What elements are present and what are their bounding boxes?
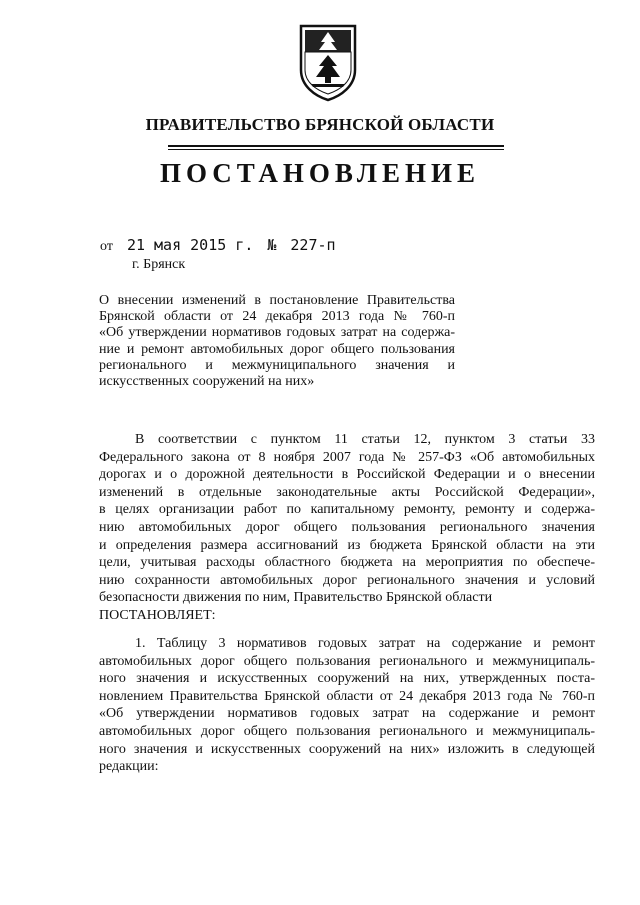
preamble-line: нию автомобильных дорог общего пользования регионального значения (99, 519, 595, 535)
item-line: ного значения и искусственных сооружений на них» изложить в следующей (99, 741, 595, 757)
decree-subject (99, 293, 455, 390)
preamble-line: и определения размера ассигнований из бюджета Брянской области на эти (99, 537, 595, 553)
decree-date: 21 мая 2015 г. (126, 236, 254, 254)
item-line: автомобильных дорог общего пользования регионального и межмуниципаль- (99, 653, 595, 669)
subject-line: Брянской области от 24 декабря 2013 года № 760-п (99, 309, 455, 325)
number-sign: № (267, 236, 277, 254)
preamble-line: изменений в отдельные законодательные акты Российской Федерации», (99, 484, 595, 500)
preamble-paragraph (99, 431, 595, 625)
subject-line: искусственных сооружений на них» (99, 373, 315, 389)
city: г. Брянск (132, 257, 186, 272)
preamble-line: цели, учитывая расходы областного бюджета на мероприятия по обеспече- (99, 555, 595, 571)
item-line: автомобильных дорог общего пользования регионального и межмуниципаль- (99, 723, 595, 739)
preamble-line: Федерального закона от 8 ноября 2007 года № 257-ФЗ «Об автомобильных (99, 449, 595, 465)
document-type-title: ПОСТАНОВЛЕНИЕ (159, 158, 481, 188)
dateline (100, 236, 336, 255)
government-name: ПРАВИТЕЛЬСТВО БРЯНСКОЙ ОБЛАСТИ (145, 115, 495, 134)
resolves-keyword: ПОСТАНОВЛЯЕТ: (99, 607, 216, 623)
from-label: от (100, 239, 113, 254)
item-line: 1. Таблицу 3 нормативов годовых затрат на содержание и ремонт (135, 636, 595, 651)
item-line: ного значения и искусственных сооружений на них, утвержденных поста- (99, 671, 595, 687)
preamble-line: безопасности движения по ним, Правительство Брянской области (99, 590, 493, 606)
subject-line: ние и ремонт автомобильных дорог общего пользования (99, 341, 455, 357)
preamble-line: нию сохранности автомобильных дорог регионального значения и условий (99, 572, 595, 588)
item-line: редакции: (99, 759, 159, 775)
coat-of-arms-emblem (297, 22, 359, 102)
subject-line: «Об утверждении нормативов годовых затрат на содержа- (99, 325, 455, 341)
item-1-paragraph (99, 635, 595, 776)
item-line: «Об утверждении нормативов годовых затрат на содержание и ремонт (99, 706, 595, 722)
header-rule-thick (168, 145, 504, 147)
decree-number: 227-п (290, 236, 336, 254)
preamble-line: в целях организации работ по капитальному ремонту, ремонту и содержа- (99, 502, 595, 518)
header-rule-thin (168, 149, 504, 150)
item-line: новлением Правительства Брянской области от 24 декабря 2013 года № 760-п (99, 688, 595, 704)
subject-line: регионального и межмуниципального значения и (99, 357, 455, 373)
subject-line: О внесении изменений в постановление Правительства (99, 293, 455, 308)
preamble-line: дорогах и о дорожной деятельности в Российской Федерации и о внесении (99, 467, 595, 483)
preamble-line: В соответствии с пунктом 11 статьи 12, пунктом 3 статьи 33 (135, 432, 595, 447)
